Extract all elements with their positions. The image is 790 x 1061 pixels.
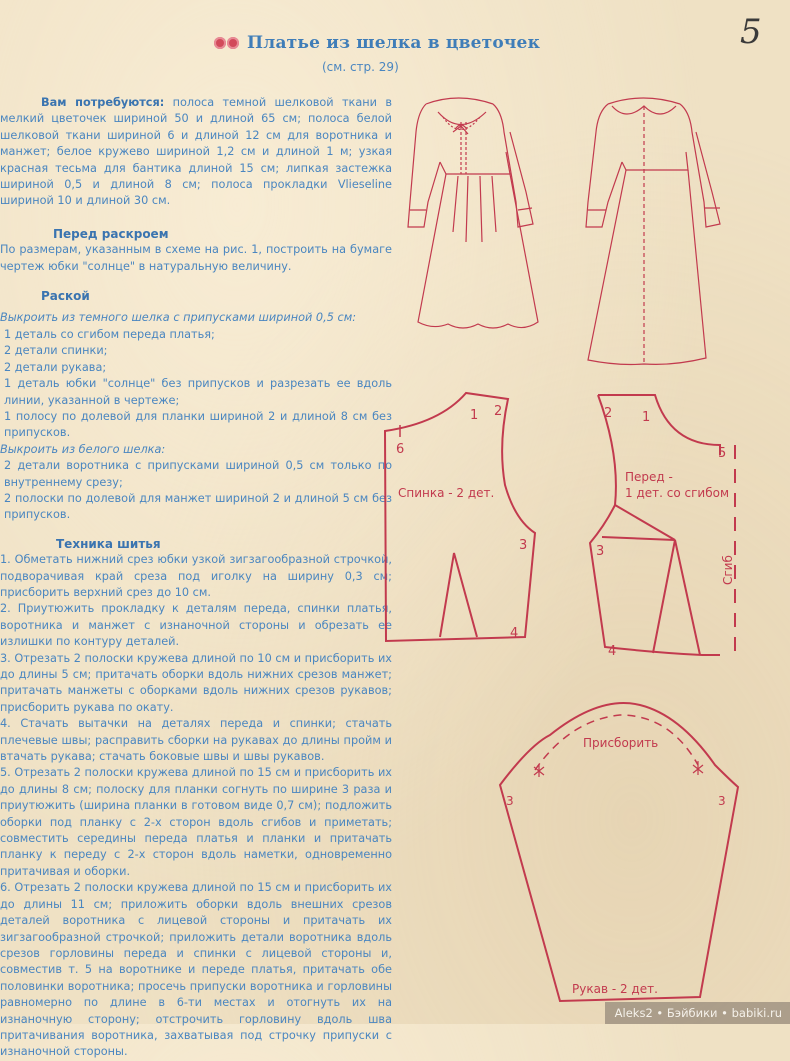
dress-back-illustration [586,98,720,365]
before-cutting-text: По размерам, указанным в схеме на рис. 1, построить на бумаге чертеж юбки "солнце" в натуральную величину. [0,243,392,273]
materials-paragraph [0,95,392,210]
materials-text: полоса темной шелковой ткани в мелкий цветочек шириной 50 и длиной 65 см; полоса белой шелковой ткани шириной 6 и длиной 12 см для воротника и манжет; белое кружево шириной 1,2 см и длиной 1 м; узкая красная тесьма для бантика длиной 15 см; липкая застежка шириной 0,5 и длиной 8 см; полоса прокладки Vlieseline шириной 10 и длиной 30 см. [0,96,392,208]
front-point-3: 3 [596,544,605,559]
fold-label: Сгиб [721,555,735,585]
gather-label: Присборить [583,736,659,750]
sleeve-label: Рукав - 2 дет. [572,982,658,996]
white-silk-item: 2 детали воротника с припусками шириной 0,5 см только по внутреннему срезу; [4,459,392,489]
dress-front-illustration [408,98,538,328]
dark-silk-item: 1 деталь юбки "солнце" без припусков и разрезать ее вдоль линии, указанной в чертеже; [4,377,392,407]
front-label-line1: Перед - [625,470,673,484]
back-point-4: 4 [510,626,519,641]
cutting-heading: Раской [41,289,90,304]
page-number: 5 [740,12,762,52]
front-point-5: 5 [718,446,727,461]
sleeve-pattern [490,695,760,1015]
instructions-column [0,95,392,1061]
page-title: Платье из шелка в цветочек [247,33,541,53]
before-cutting-heading: Перед раскроем [53,226,169,241]
front-label-line2: 1 дет. со сгибом [625,486,729,500]
front-piece [590,395,720,655]
bodice-pattern [380,385,790,670]
back-point-1: 1 [470,408,479,423]
technique-heading: Техника шитья [56,536,161,551]
technique-step: 4. Стачать вытачки на деталях переда и спинки; стачать плечевые швы; расправить сборки на рукавах до длины пройм и втачать рукава; стачать боковые швы и швы рукавов. [0,717,392,764]
dark-silk-item: 1 полосу по долевой для планки шириной 2 и длиной 8 см без припусков. [4,409,392,440]
flower-icon [214,37,239,49]
back-piece [385,393,535,641]
materials-lead: Вам потребуются: [41,96,165,109]
watermark: Aleks2 • Бэйбики • babiki.ru [605,1002,790,1024]
technique-step: 1. Обметать нижний срез юбки узкой зигзагообразной строчкой, подворачивая край среза под иголку на ширину 0,3 см; присборить верхний срез до 10 см. [0,553,392,599]
notch-marks [534,761,703,777]
dark-silk-intro: Выкроить из темного шелка с припусками шириной 0,5 см: [0,311,357,325]
sleeve-point-3-right: 3 [718,794,726,808]
back-point-6: 6 [396,442,405,457]
front-point-2: 2 [604,406,613,421]
technique-step: 5. Отрезать 2 полоски кружева длиной по 15 см и присборить их до длины 8 см; полоску для планки согнуть по ширине 3 раза и приутюжить (ширина планки в готовом виде 0,7 см); подложить оборки под планку с 2-х сторон вдоль сгибов и приметать; совместить середины переда платья и планки и притачать планку к переду с 2-х сторон вдоль наметки, одновременно притачивая и оборки. [0,766,392,878]
back-piece-label: Спинка - 2 дет. [398,486,495,500]
page-subtitle: (см. стр. 29) [322,60,399,74]
technique-step: 3. Отрезать 2 полоски кружева длиной по 10 см и присборить их до длины 5 см; притачать оборки вдоль нижних срезов манжет; притачать манжеты с оборками вдоль нижних срезов рукавов; присборить рукава по окату. [0,651,392,714]
dark-silk-item: 2 детали рукава; [4,360,107,374]
back-point-2: 2 [494,404,503,419]
back-point-3: 3 [519,538,528,553]
dark-silk-item: 1 деталь со сгибом переда платья; [4,327,215,341]
sleeve-point-3-left: 3 [506,794,514,808]
white-silk-item: 2 полоски по долевой для манжет шириной 2 и длиной 5 см без припусков. [4,491,392,522]
dress-illustrations [398,92,758,392]
technique-step: 6. Отрезать 2 полоски кружева длиной по 15 см и присборить их до длины 11 см; приложить оборки вдоль внешних срезов деталей воротника с лицевой стороны и притачать их зигзагообразной строчкой; приложить детали воротника вдоль срезов горловины переда и спинки с лицевой стороны и, совместив т. 5 на воротнике и переде платья, притачать обе половинки воротника; просечь припуски воротника и горловины равномерно по длине в 6-ти местах и отогнуть их на изнаночную сторону; отстрочить горловину вдоль шва притачивания воротника, захватывая под строчку припуски с изнаночной стороны. [0,881,392,1059]
title-row [214,33,540,53]
front-point-4: 4 [608,644,617,659]
white-silk-intro: Выкроить из белого шелка: [0,442,166,456]
front-point-1: 1 [642,410,651,425]
technique-step: 2. Приутюжить прокладку к деталям переда, спинки платья, воротника и манжет с изнаночной стороны и обрезать ее излишки по контуру деталей. [0,602,392,649]
dark-silk-item: 2 детали спинки; [4,344,108,358]
